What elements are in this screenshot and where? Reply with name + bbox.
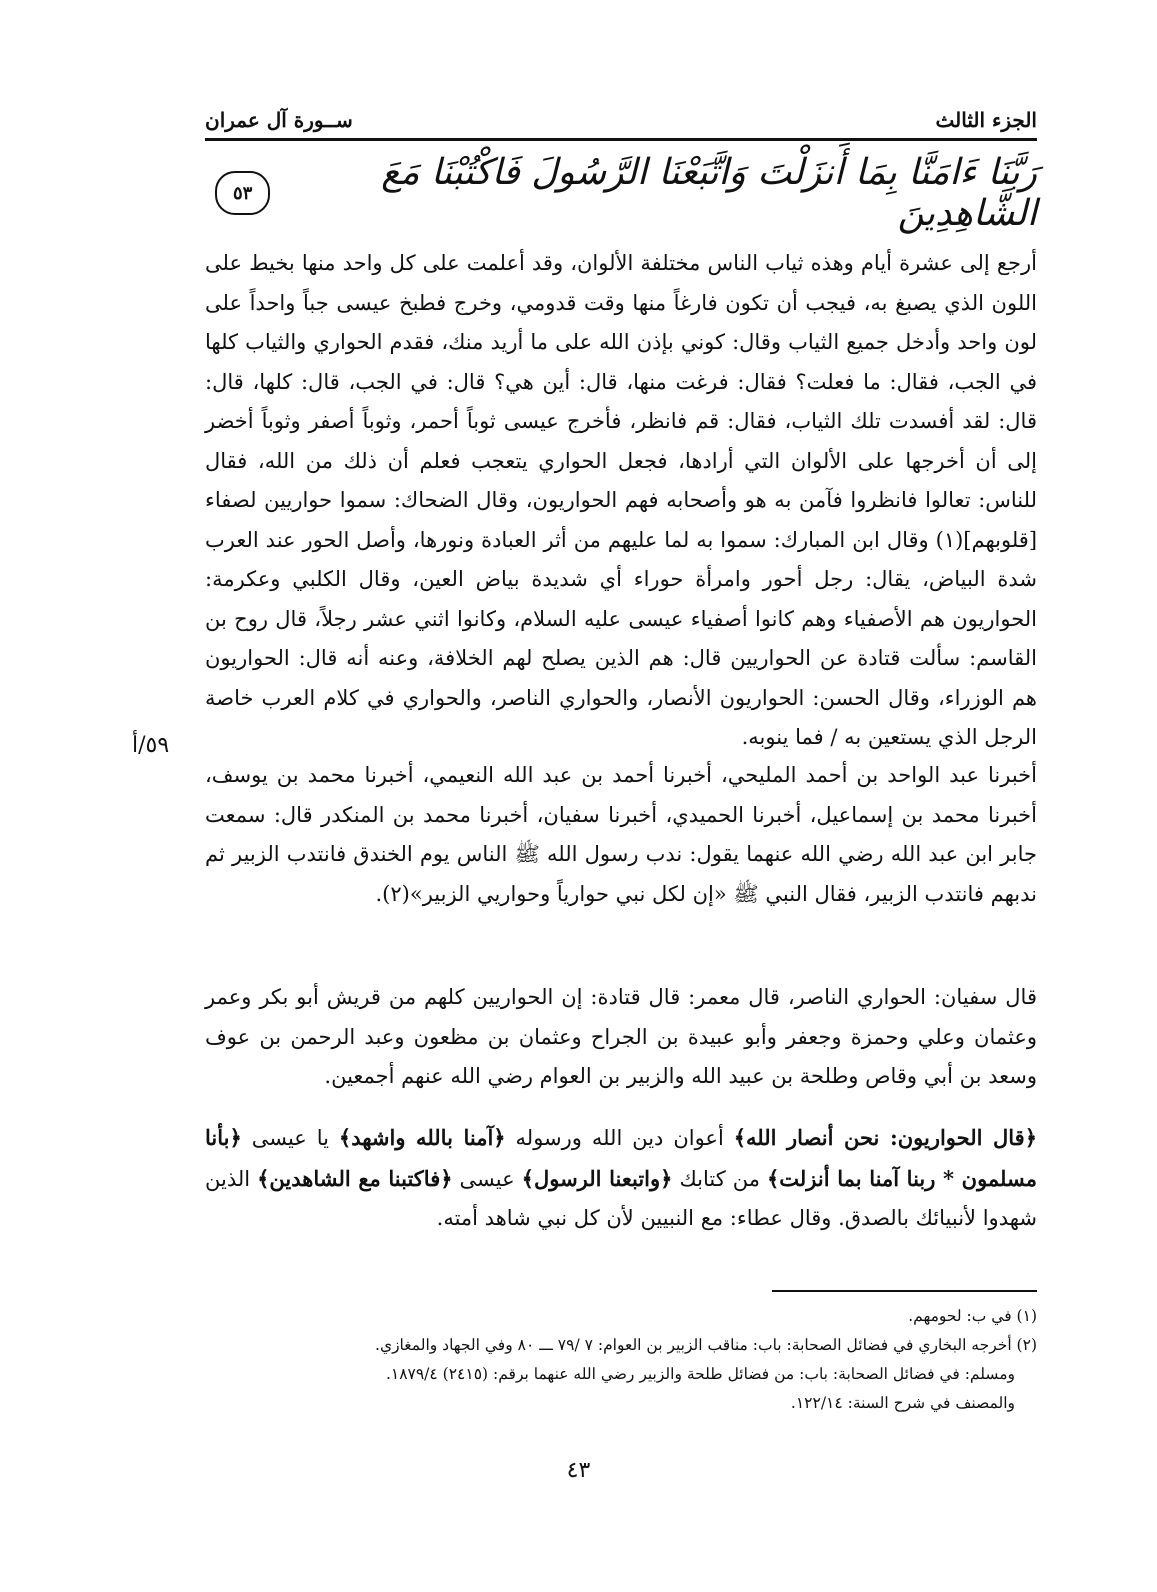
- text-4: عيسى: [452, 1166, 522, 1191]
- page-number: ٤٣: [566, 1458, 591, 1483]
- text-3: من كتابك: [672, 1166, 767, 1191]
- footnote-2-continued-2: والمصنف في شرح السنة: ١٢٢/١٤.: [790, 1394, 1015, 1412]
- quote-2: ﴿آمنا بالله واشهد﴾: [338, 1125, 506, 1150]
- quote-5: ﴿فاكتبنا مع الشاهدين﴾: [257, 1165, 453, 1191]
- footnote-1: (١) في ب: لحومهم.: [908, 1307, 1037, 1325]
- quote-1: ﴿قال الحواريون: نحن أنصار الله﴾: [733, 1125, 1038, 1150]
- quote-4: ﴿واتبعنا الرسول﴾: [521, 1165, 673, 1191]
- verse-text: رَبَّنَا ءَامَنَّا بِمَا أَنزَلْتَ وَاتَّبَعْنَا الرَّسُولَ فَاكْتُبْنَا مَعَ الشَّاهِدِينَ: [381, 152, 1037, 234]
- footnote-2-continued: ومسلم: في فضائل الصحابة: باب: من فضائل طلحة والزبير رضي الله عنهما برقم: (٢٤١٥) ١٨٧٩/٤.: [385, 1365, 1015, 1383]
- header-surah-title: ســورة آل عمران: [205, 108, 353, 132]
- quran-verse-heading: [205, 152, 1037, 234]
- footnote-2: (٢) أخرجه البخاري في فضائل الصحابة: باب: مناقب الزبير بن العوام: ٧ /٧٩ ـــ ٨٠ وفي الجهاد والمغازي.: [375, 1336, 1037, 1354]
- commentary-paragraph-1: أرجع إلى عشرة أيام وهذه ثياب الناس مختلفة الألوان، وقد أعلمت على كل واحد منها بخيط على اللون الذي يصبغ به، فيجب أن تكون فارغاً منها وقت قدومي، وخرج فطبخ عيسى جباً واحداً على لون واحد وأدخل جميع الثياب وقال: كوني بإذن الله على ما أريد منك، فقدم الحواري والثياب كلها في الجب، فقال: ما فعلت؟ فقال: فرغت منها، قال: أين هي؟ قال: في الجب، قال: كلها، قال: قال: لقد أفسدت تلك الثياب، فقال: قم فانظر، فأخرج عيسى ثوباً أحمر، وثوباً أصفر وثوباً أخضر إلى أن أخرجها على الألوان التي أرادها، فجعل الحواري يتعجب فعلم أن ذلك من الله، فقال للناس: تعالوا فانظروا فآمن به هو وأصحابه فهم الحواريون، وقال الضحاك: سموا حواريين لصفاء [قلوبهم](١) وقال ابن المبارك: سموا به لما عليهم من أثر العبادة ونورها، وأصل الحور عند العرب شدة البياض، يقال: رجل أحور وامرأة حوراء أي شديدة بياض العين، وقال الكلبي وعكرمة: الحواريون هم الأصفياء وهم كانوا أصفياء عيسى عليه السلام، وكانوا اثني عشر رجلاً، قال روح بن القاسم: سألت قتادة عن الحواريين قال: هم الذين يصلح لهم الخلافة، وعنه أنه قال: الحواريون هم الوزراء، وقال الحسن: الحواريون الأنصار، والحواري الناصر، والحواري في كلام العرب خاصة الرجل الذي يستعين به / فما ينوبه.: [205, 251, 1038, 749]
- header-part-title: الجزء الثالث: [935, 108, 1037, 132]
- header-divider: [205, 138, 1037, 141]
- commentary-paragraph-2: أخبرنا عبد الواحد بن أحمد المليحي، أخبرنا أحمد بن عبد الله النعيمي، أخبرنا محمد بن يوسف، أخبرنا محمد بن إسماعيل، أخبرنا الحميدي، أخبرنا سفيان، أخبرنا محمد بن المنكدر قال: سمعت جابر ابن عبد الله رضي الله عنهما يقول: ندب رسول الله ﷺ الناس يوم الخندق فانتدب الزبير ثم ندبهم فانتدب الزبير، فقال النبي ﷺ «إن لكل نبي حوارياً وحواريي الزبير»(٢).: [205, 763, 1037, 906]
- commentary-paragraph-4: [205, 1118, 1037, 1239]
- text-5: الذين شهدوا لأنبيائك بالصدق. وقال عطاء: مع النبيين لأن كل نبي شاهد أمته.: [205, 1166, 1037, 1230]
- footnotes: [205, 1302, 1037, 1418]
- footnote-divider: [772, 1290, 1037, 1292]
- running-header: [205, 96, 1037, 132]
- text-2: يا عيسى: [241, 1126, 339, 1150]
- commentary-paragraph-3: قال سفيان: الحواري الناصر، قال معمر: قال قتادة: إن الحواريين كلهم من قريش أبو بكر وعمر وعثمان وعلي وحمزة وجعفر وأبو عبيدة بن الجراح وعثمان بن مظعون وعبد الرحمن بن عوف وسعد بن أبي وقاص وطلحة بن عبيد الله والزبير بن العوام رضي الله عنهم أجمعين.: [205, 985, 1037, 1088]
- quote-3: ﴿بأنا مسلمون * ربنا آمنا بما أنزلت﴾: [205, 1125, 1037, 1191]
- verse-number-marker: ٥٣: [215, 171, 270, 215]
- text-1: أعوان دين الله ورسوله: [505, 1126, 734, 1150]
- manuscript-folio-note: ٥٩/أ: [132, 733, 170, 758]
